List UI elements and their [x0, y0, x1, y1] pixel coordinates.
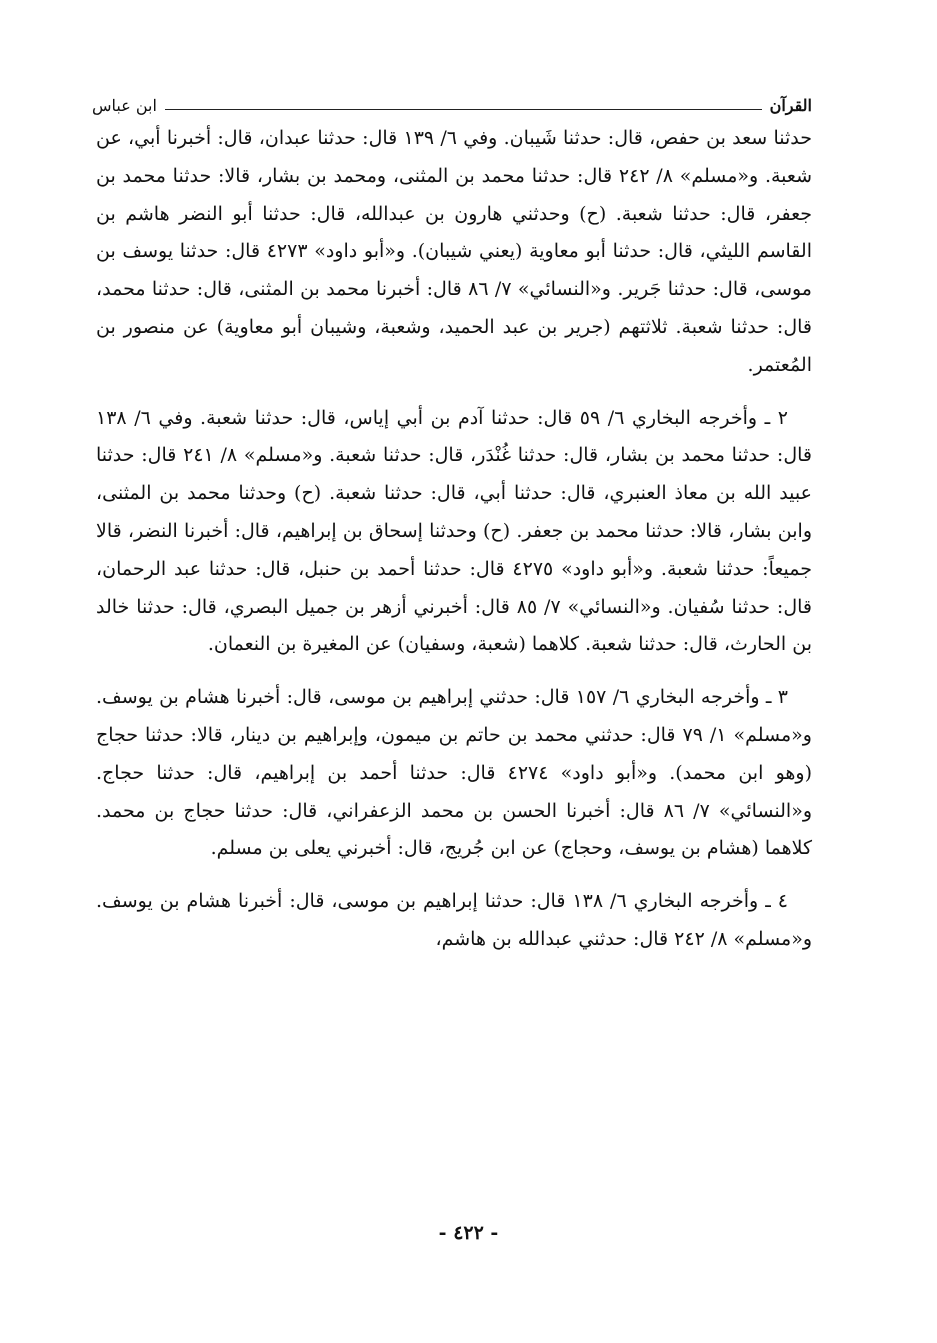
paragraph-2: ٢ ـ وأخرجه البخاري ٦/ ٥٩ قال: حدثنا آدم بن أبي إياس، قال: حدثنا شعبة. وفي ٦/ ١٣٨ قال: حدثنا محمد بن بشار، قال: حدثنا غُنْدَر، قال: حدثنا شعبة. و«مسلم» ٨/ ٢٤١ قال: حدثنا عبيد الله بن معاذ العنبري، قال: حدثنا أبي، قال: حدثنا شعبة. (ح) وحدثنا محمد بن المثنى، وابن بشار، قالا: حدثنا محمد بن جعفر. (ح) وحدثنا إسحاق بن إبراهيم، قال: أخبرنا النضر، قالا جميعاً: حدثنا شعبة. و«أبو داود» ٤٢٧٥ قال: حدثنا أحمد بن حنبل، قال: حدثنا عبد الرحمان، قال: حدثنا سُفيان. و«النسائي» ٧/ ٨٥ قال: أخبرني أزهر بن جميل البصري، قال: حدثنا خالد بن الحارث، قال: حدثنا شعبة. كلاهما (شعبة، وسفيان) عن المغيرة بن النعمان. [96, 406, 813, 656]
paragraph-4: ٤ ـ وأخرجه البخاري ٦/ ١٣٨ قال: حدثنا إبراهيم بن موسى، قال: أخبرنا هشام بن يوسف. و«مسلم» ٨/ ٢٤٢ قال: حدثني عبدالله بن هاشم، [96, 890, 812, 950]
header-section-title: القرآن [769, 95, 812, 115]
header-subject-title: ابن عباس [92, 95, 157, 115]
paragraph-1: حدثنا سعد بن حفص، قال: حدثنا شَيبان. وفي ٦/ ١٣٩ قال: حدثنا عبدان، قال: أخبرنا أبي، عن شعبة. و«مسلم» ٨/ ٢٤٢ قال: حدثنا محمد بن المثنى، ومحمد بن بشار، قالا: حدثنا محمد بن جعفر، قال: حدثنا شعبة. (ح) وحدثني هارون بن عبدالله، قال: حدثنا أبو النضر هاشم بن القاسم الليثي، قال: حدثنا أبو معاوية (يعني شيبان). و«أبو داود» ٤٢٧٣ قال: حدثنا يوسف بن موسى، قال: حدثنا جَرير. و«النسائي» ٧/ ٨٦ قال: أخبرنا محمد بن المثنى، قال: حدثنا محمد، قال: حدثنا شعبة. ثلاثتهم (جرير بن عبد الحميد، وشعبة، وشيبان أبو معاوية) عن منصور بن المُعتمر. [96, 127, 812, 376]
page-number: - ٤٢٢ - [438, 1222, 499, 1244]
header-rule [165, 109, 762, 110]
running-header [92, 92, 812, 118]
page-body [96, 120, 812, 959]
paragraph-3: ٣ ـ وأخرجه البخاري ٦/ ١٥٧ قال: حدثني إبراهيم بن موسى، قال: أخبرنا هشام بن يوسف. و«مسلم» ١/ ٧٩ قال: حدثني محمد بن حاتم بن ميمون، وإبراهيم بن دينار، قالا: حدثنا حجاج (وهو ابن محمد). و«أبو داود» ٤٢٧٤ قال: حدثنا أحمد بن إبراهيم، قال: حدثنا حجاج. و«النسائي» ٧/ ٨٦ قال: أخبرنا الحسن بن محمد الزعفراني، قال: حدثنا حجاج بن محمد. كلاهما (هشام بن يوسف، وحجاج) عن ابن جُريج، قال: أخبرني يعلى بن مسلم. [96, 686, 812, 860]
